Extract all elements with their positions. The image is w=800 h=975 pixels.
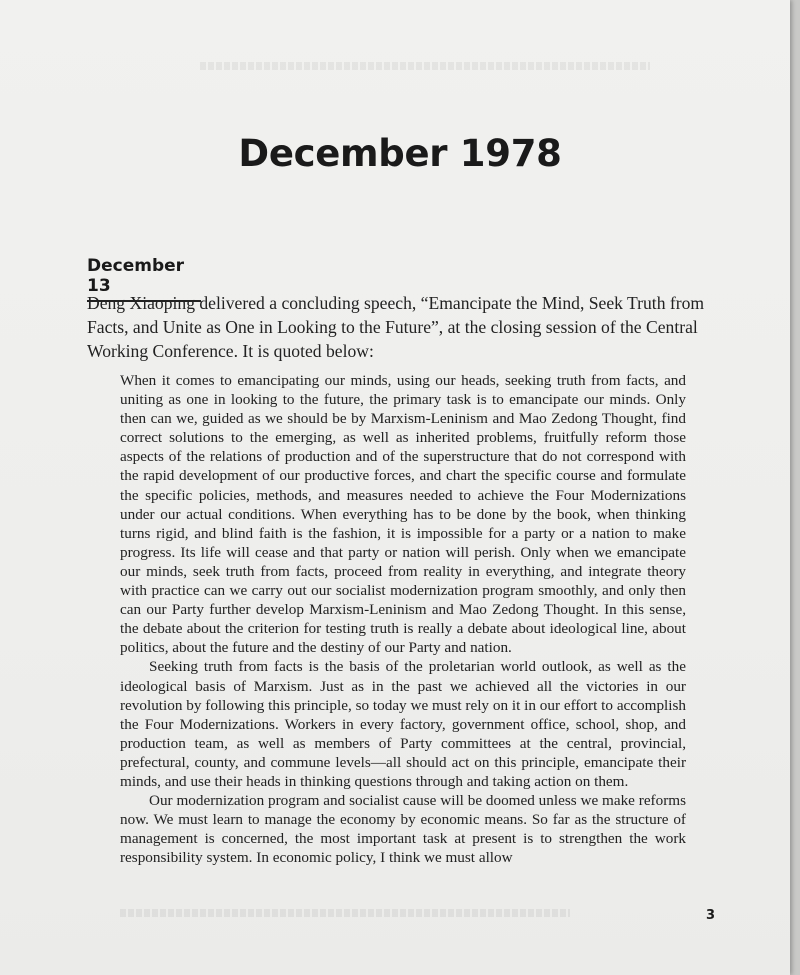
block-quote — [120, 371, 686, 867]
page-number: 3 — [706, 908, 716, 923]
entry-intro-paragraph: Deng Xiaoping delivered a concluding speech, “Emancipate the Mind, Seek Truth from Facts, and Unite as One in Looking to the Future”, at the closing session of the Central Working Conference. It is quoted below: — [87, 293, 705, 361]
quote-paragraph: Seeking truth from facts is the basis of the proletarian world outlook, as well as the ideological basis of Marxism. Just as in the past we achieved all the victories in our revolution by following this principle, so today we must rely on it in our effort to accomplish the Four Modernizations. Workers in every factory, government office, school, shop, and production team, as well as members of Party committees at the central, provincial, prefectural, county, and commune levels—all should act on this principle, emancipate their minds, and use their heads in thinking questions through and taking action on them. — [120, 658, 686, 790]
show-through-header — [200, 62, 650, 70]
chapter-title: December 1978 — [238, 132, 562, 175]
quote-paragraph: When it comes to emancipating our minds, using our heads, seeking truth from facts, and uniting as one in looking to the future, the primary task is to emancipate our minds. Only then can we, guided as we should be by Marxism-Leninism and Mao Zedong Thought, find correct solutions to the emerging, as well as inherited problems, fruitfully reform those aspects of the relations of production and of the superstructure that do not correspond with the rapid development of our productive forces, and chart the specific course and formulate the specific policies, methods, and measures needed to achieve the Four Modernizations under our actual conditions. When everything has to be done by the book, when thinking turns rigid, and blind faith is the fashion, it is impossible for a party or a nation to make progress. Its life will cease and that party or nation will perish. Only when we emancipate our minds, seek truth from facts, proceed from reality in everything, and integrate theory with practice can we carry out our socialist modernization program smoothly, and only then can our Party further develop Marxism-Leninism and Mao Zedong Thought. In this sense, the debate about the criterion for testing truth is really a debate about ideological line, about politics, about the future and the destiny of our Party and nation. — [120, 372, 686, 657]
show-through-footer — [120, 909, 570, 917]
entry-date-heading: December 13 — [87, 256, 201, 302]
quote-paragraph: Our modernization program and socialist cause will be doomed unless we make reforms now. We must learn to manage the economy by economic means. So far as the structure of management is concerned, the most important task at present is to strengthen the work responsibility system. In economic policy, I think we must allow — [120, 792, 686, 867]
